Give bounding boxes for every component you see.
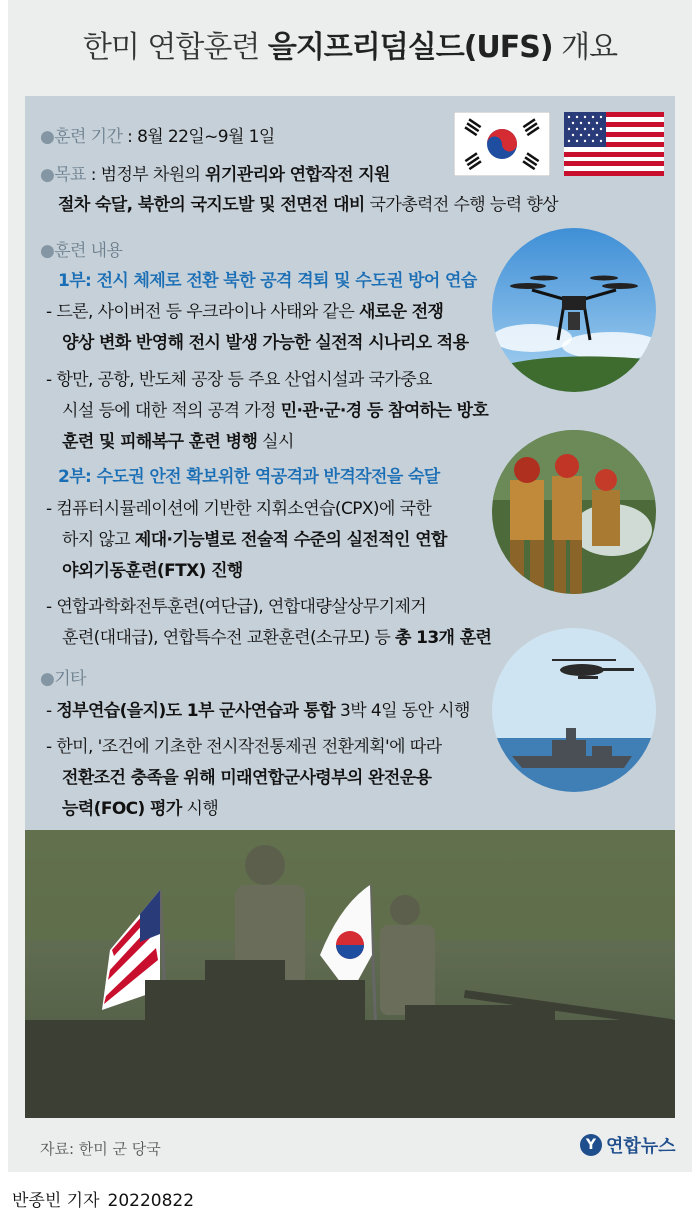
part2-bullet2-line2: 훈련(대대급), 연합특수전 교환훈련(소규모) 등 총 13개 훈련 xyxy=(62,628,492,648)
etc-bullet2-line3: 능력(FOC) 평가 시행 xyxy=(62,799,219,819)
part2-bullet2-line1: - 연합과학화전투훈련(여단급), 연합대량살상무기제거 xyxy=(46,597,427,617)
soldiers-photo xyxy=(25,830,675,1118)
etc-heading: ●기타 xyxy=(40,669,86,689)
goal-line-2: 절차 숙달, 북한의 국지도발 및 전면전 대비 국가총력전 수행 능력 향상 xyxy=(58,195,559,215)
page-title: 한미 연합훈련 을지프리덤실드(UFS) 개요 xyxy=(82,30,618,65)
part2-bullet1-line3: 야외기동훈련(FTX) 진행 xyxy=(62,561,243,581)
firefighters-photo xyxy=(492,430,656,594)
part1-title: 1부: 전시 체제로 전환 북한 공격 격퇴 및 수도권 방어 연습 xyxy=(58,271,477,291)
etc-bullet2-line2: 전환조건 충족을 위해 미래연합군사령부의 완전운용 xyxy=(62,768,432,788)
yonhap-logo-icon: Y xyxy=(580,1134,602,1156)
etc-bullet1: - 정부연습(을지)도 1부 군사연습과 통합 3박 4일 동안 시행 xyxy=(46,701,470,721)
byline: 반종빈 기자 20220822 xyxy=(12,1191,195,1211)
content-heading: ●훈련 내용 xyxy=(40,241,123,261)
yonhap-logo: Y 연합뉴스 xyxy=(580,1132,676,1158)
part1-bullet2-line3: 훈련 및 피해복구 훈련 병행 실시 xyxy=(62,432,294,452)
us-flag xyxy=(564,112,664,176)
drone-photo xyxy=(492,228,656,392)
part1-bullet2-line2: 시설 등에 대한 적의 공격 가정 민·관·군·경 등 참여하는 방호 xyxy=(62,401,489,421)
training-period: ●훈련 기간 : 8월 22일~9월 1일 xyxy=(40,127,275,147)
part1-bullet2-line1: - 항만, 공항, 반도체 공장 등 주요 산업시설과 국가중요 xyxy=(46,370,432,390)
part1-bullet1-line1: - 드론, 사이버전 등 우크라이나 사태와 같은 새로운 전쟁 xyxy=(46,302,444,322)
source-note: 자료: 한미 군 당국 xyxy=(40,1140,161,1158)
goal-line-1: ●목표 : 범정부 차원의 위기관리와 연합작전 지원 xyxy=(40,165,390,185)
part1-bullet1-line2: 양상 변화 반영해 전시 발생 가능한 실전적 시나리오 적용 xyxy=(62,333,469,353)
helicopter-ship-photo xyxy=(492,628,656,792)
etc-bullet2-line1: - 한미, '조건에 기초한 전시작전통제권 전환계획'에 따라 xyxy=(46,737,442,757)
part2-bullet1-line2: 하지 않고 제대·기능별로 전술적 수준의 실전적인 연합 xyxy=(62,530,447,550)
korea-flag xyxy=(454,112,550,176)
part2-title: 2부: 수도권 안전 확보위한 역공격과 반격작전을 숙달 xyxy=(58,467,440,487)
part2-bullet1-line1: - 컴퓨터시뮬레이션에 기반한 지휘소연습(CPX)에 국한 xyxy=(46,499,432,519)
